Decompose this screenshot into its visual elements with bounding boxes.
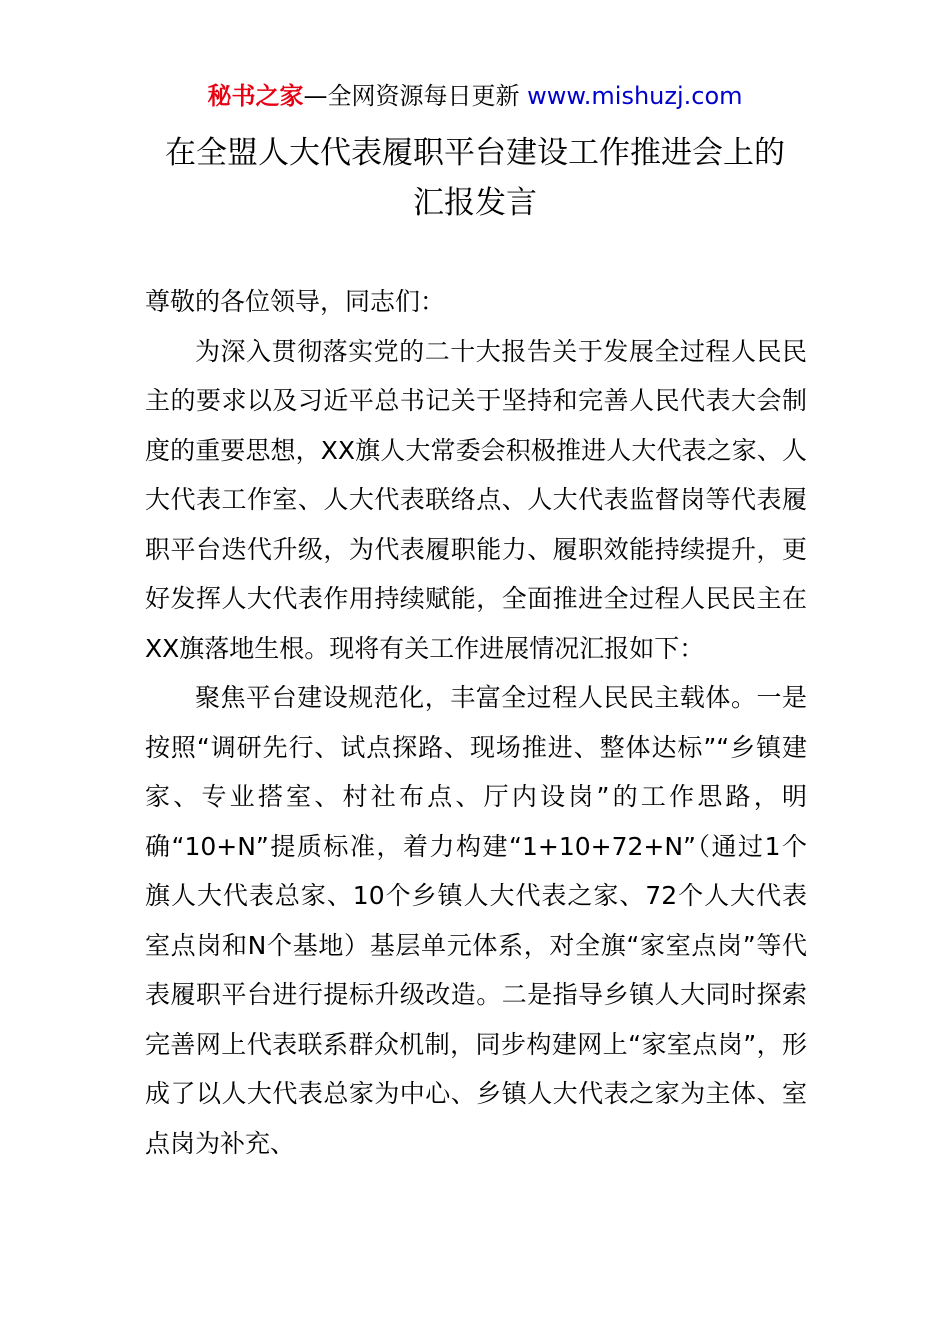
document-title bbox=[0, 128, 950, 228]
document-title-line-2: 汇报发言 bbox=[413, 185, 537, 221]
site-brand: 秘书之家 bbox=[207, 82, 304, 110]
paragraph-intro: 为深入贯彻落实党的二十大报告关于发展全过程人民民主的要求以及习近平总书记关于坚持和完善人民代表大会制度的重要思想，XX旗人大常委会积极推进人大代表之家、人大代表工作室、人大代表联络点、人大代表监督岗等代表履职平台迭代升级，为代表履职能力、履职效能持续提升，更好发挥人大代表作用持续赋能，全面推进全过程人民民主在XX旗落地生根。现将有关工作进展情况汇报如下： bbox=[145, 336, 807, 663]
site-url-link[interactable]: www.mishuzj.com bbox=[527, 82, 743, 110]
salutation: 尊敬的各位领导，同志们： bbox=[145, 287, 446, 316]
paragraph-platform-construction: 聚焦平台建设规范化，丰富全过程人民民主载体。一是按照“调研先行、试点探路、现场推进、整体达标”“乡镇建家、专业搭室、村社布点、厅内设岗”的工作思路，明确“10+N”提质标准，着力构建“1+10+72+N”（通过1个旗人大代表总家、10个乡镇人大代表之家、72个人大代表室点岗和N个基地）基层单元体系，对全旗“家室点岗”等代表履职平台进行提标升级改造。二是指导乡镇人大同时探索完善网上代表联系群众机制，同步构建网上“家室点岗”，形成了以人大代表总家为中心、乡镇人大代表之家为主体、室点岗为补充、 bbox=[145, 683, 807, 1158]
site-header bbox=[0, 80, 950, 112]
site-tagline: —全网资源每日更新 bbox=[303, 82, 528, 110]
document-body bbox=[145, 277, 807, 1168]
document-title-line-1: 在全盟人大代表履职平台建设工作推进会上的 bbox=[165, 135, 785, 171]
